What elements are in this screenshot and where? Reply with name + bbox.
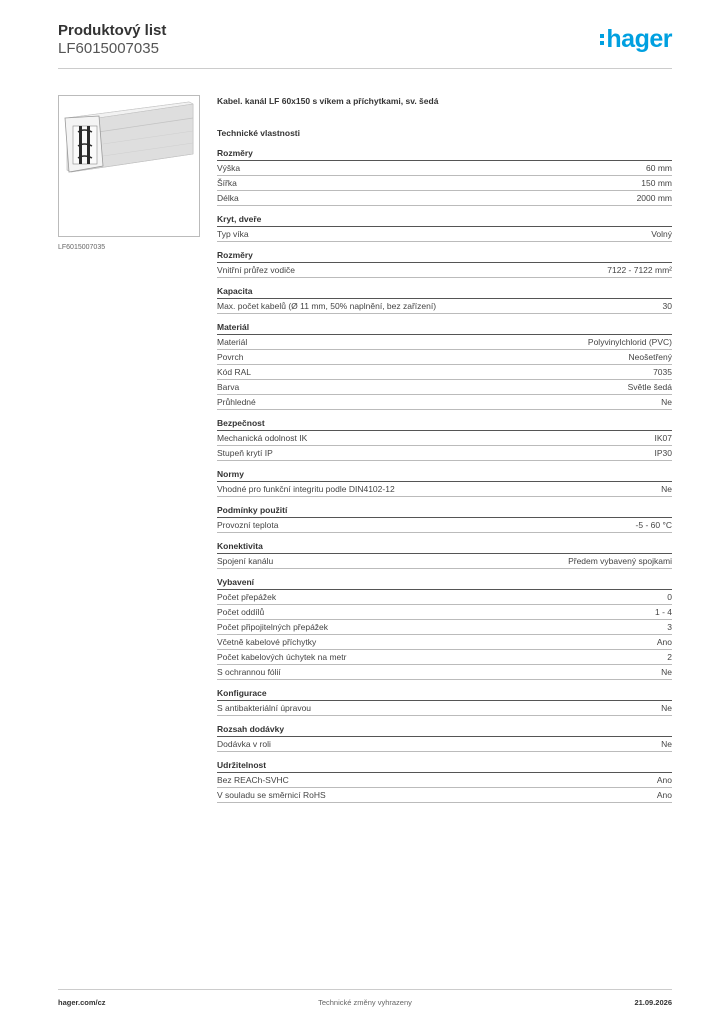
spec-row xyxy=(217,788,672,803)
spec-label: Šířka xyxy=(217,178,237,188)
product-name: Kabel. kanál LF 60x150 s víkem a příchytkami, sv. šedá xyxy=(217,96,439,106)
spec-row xyxy=(217,395,672,410)
spec-value: 2000 mm xyxy=(636,193,672,203)
spec-row xyxy=(217,161,672,176)
spec-label: Včetně kabelové příchytky xyxy=(217,637,317,647)
spec-content xyxy=(217,96,672,811)
spec-row xyxy=(217,635,672,650)
header-divider xyxy=(58,68,672,69)
spec-row xyxy=(217,701,672,716)
spec-row xyxy=(217,620,672,635)
spec-value: 30 xyxy=(662,301,672,311)
spec-row xyxy=(217,365,672,380)
spec-section xyxy=(217,148,672,206)
section-title: Bezpečnost xyxy=(217,418,672,431)
tech-properties-title: Technické vlastnosti xyxy=(217,128,300,138)
spec-value: IP30 xyxy=(654,448,672,458)
spec-row xyxy=(217,650,672,665)
page-footer xyxy=(58,998,672,1007)
spec-value: 2 xyxy=(667,652,672,662)
spec-row xyxy=(217,176,672,191)
spec-section xyxy=(217,505,672,533)
logo-dots-icon xyxy=(600,34,604,45)
spec-value: 1 - 4 xyxy=(654,607,672,617)
spec-label: Výška xyxy=(217,163,241,173)
spec-section xyxy=(217,541,672,569)
spec-label: Kód RAL xyxy=(217,367,252,377)
spec-row xyxy=(217,446,672,461)
spec-row xyxy=(217,590,672,605)
spec-value: 60 mm xyxy=(646,163,672,173)
spec-label: Provozní teplota xyxy=(217,520,279,530)
spec-label: Délka xyxy=(217,193,239,203)
section-title: Rozměry xyxy=(217,250,672,263)
section-title: Podmínky použití xyxy=(217,505,672,518)
spec-section xyxy=(217,469,672,497)
footer-website-link[interactable]: hager.com/cz xyxy=(58,998,106,1007)
spec-label: Průhledné xyxy=(217,397,256,407)
section-title: Rozměry xyxy=(217,148,672,161)
document-title: Produktový list xyxy=(58,22,167,39)
spec-label: Barva xyxy=(217,382,240,392)
spec-label: Počet oddílů xyxy=(217,607,265,617)
spec-value: IK07 xyxy=(654,433,672,443)
spec-section xyxy=(217,250,672,278)
spec-row xyxy=(217,350,672,365)
spec-value: 150 mm xyxy=(641,178,672,188)
section-title: Konfigurace xyxy=(217,688,672,701)
section-title: Konektivita xyxy=(217,541,672,554)
spec-row xyxy=(217,518,672,533)
spec-row xyxy=(217,737,672,752)
spec-label: Bez REACh-SVHC xyxy=(217,775,289,785)
spec-value: Předem vybavený spojkami xyxy=(568,556,672,566)
spec-row xyxy=(217,263,672,278)
section-title: Vybavení xyxy=(217,577,672,590)
spec-value: Ne xyxy=(661,739,672,749)
spec-sections xyxy=(217,148,672,803)
section-title: Normy xyxy=(217,469,672,482)
spec-label: Vhodné pro funkční integritu podle DIN4102-12 xyxy=(217,484,395,494)
spec-value: Ne xyxy=(661,703,672,713)
footer-divider xyxy=(58,989,672,990)
spec-section xyxy=(217,577,672,680)
spec-row xyxy=(217,665,672,680)
cable-duct-image xyxy=(59,96,199,236)
spec-label: S antibakteriální úpravou xyxy=(217,703,312,713)
spec-value: 7035 xyxy=(653,367,672,377)
hager-logo xyxy=(600,26,672,52)
spec-section xyxy=(217,418,672,461)
spec-row xyxy=(217,482,672,497)
spec-value: 0 xyxy=(667,592,672,602)
spec-label: Spojení kanálu xyxy=(217,556,274,566)
spec-label: Počet přepážek xyxy=(217,592,277,602)
spec-label: Počet připojitelných přepážek xyxy=(217,622,329,632)
spec-label: V souladu se směrnicí RoHS xyxy=(217,790,326,800)
spec-label: Dodávka v roli xyxy=(217,739,271,749)
spec-section xyxy=(217,286,672,314)
product-code: LF6015007035 xyxy=(58,40,159,57)
section-title: Rozsah dodávky xyxy=(217,724,672,737)
spec-label: Počet kabelových úchytek na metr xyxy=(217,652,347,662)
spec-section xyxy=(217,724,672,752)
footer-date: 21.09.2026 xyxy=(634,998,672,1007)
spec-row xyxy=(217,554,672,569)
spec-value: Ne xyxy=(661,397,672,407)
spec-value: Polyvinylchlorid (PVC) xyxy=(587,337,672,347)
spec-value: Ano xyxy=(656,790,672,800)
spec-row xyxy=(217,191,672,206)
spec-row xyxy=(217,431,672,446)
spec-section xyxy=(217,322,672,410)
spec-value: 7122 - 7122 mm² xyxy=(607,265,672,275)
spec-value: 3 xyxy=(667,622,672,632)
footer-note: Technické změny vyhrazeny xyxy=(318,998,412,1007)
spec-value: Ne xyxy=(661,667,672,677)
spec-label: Typ víka xyxy=(217,229,249,239)
spec-value: Volný xyxy=(651,229,672,239)
spec-row xyxy=(217,335,672,350)
spec-row xyxy=(217,773,672,788)
product-image xyxy=(58,95,200,237)
spec-value: Neošetřený xyxy=(628,352,672,362)
logo-text: hager xyxy=(606,25,672,53)
spec-label: S ochrannou fólií xyxy=(217,667,281,677)
section-title: Materiál xyxy=(217,322,672,335)
section-title: Kapacita xyxy=(217,286,672,299)
spec-label: Mechanická odolnost IK xyxy=(217,433,308,443)
spec-value: Ano xyxy=(656,637,672,647)
spec-row xyxy=(217,605,672,620)
spec-label: Vnitřní průřez vodiče xyxy=(217,265,295,275)
spec-section xyxy=(217,760,672,803)
image-caption: LF6015007035 xyxy=(58,244,106,251)
spec-value: Světle šedá xyxy=(627,382,672,392)
spec-row xyxy=(217,299,672,314)
spec-label: Stupeň krytí IP xyxy=(217,448,273,458)
spec-section xyxy=(217,688,672,716)
spec-value: Ne xyxy=(661,484,672,494)
document-header xyxy=(58,22,166,58)
spec-value: -5 - 60 °C xyxy=(635,520,672,530)
section-title: Udržitelnost xyxy=(217,760,672,773)
section-title: Kryt, dveře xyxy=(217,214,672,227)
spec-row xyxy=(217,227,672,242)
spec-value: Ano xyxy=(656,775,672,785)
spec-label: Povrch xyxy=(217,352,244,362)
spec-section xyxy=(217,214,672,242)
spec-label: Materiál xyxy=(217,337,248,347)
spec-label: Max. počet kabelů (Ø 11 mm, 50% naplnění, bez zařízení) xyxy=(217,301,437,311)
spec-row xyxy=(217,380,672,395)
